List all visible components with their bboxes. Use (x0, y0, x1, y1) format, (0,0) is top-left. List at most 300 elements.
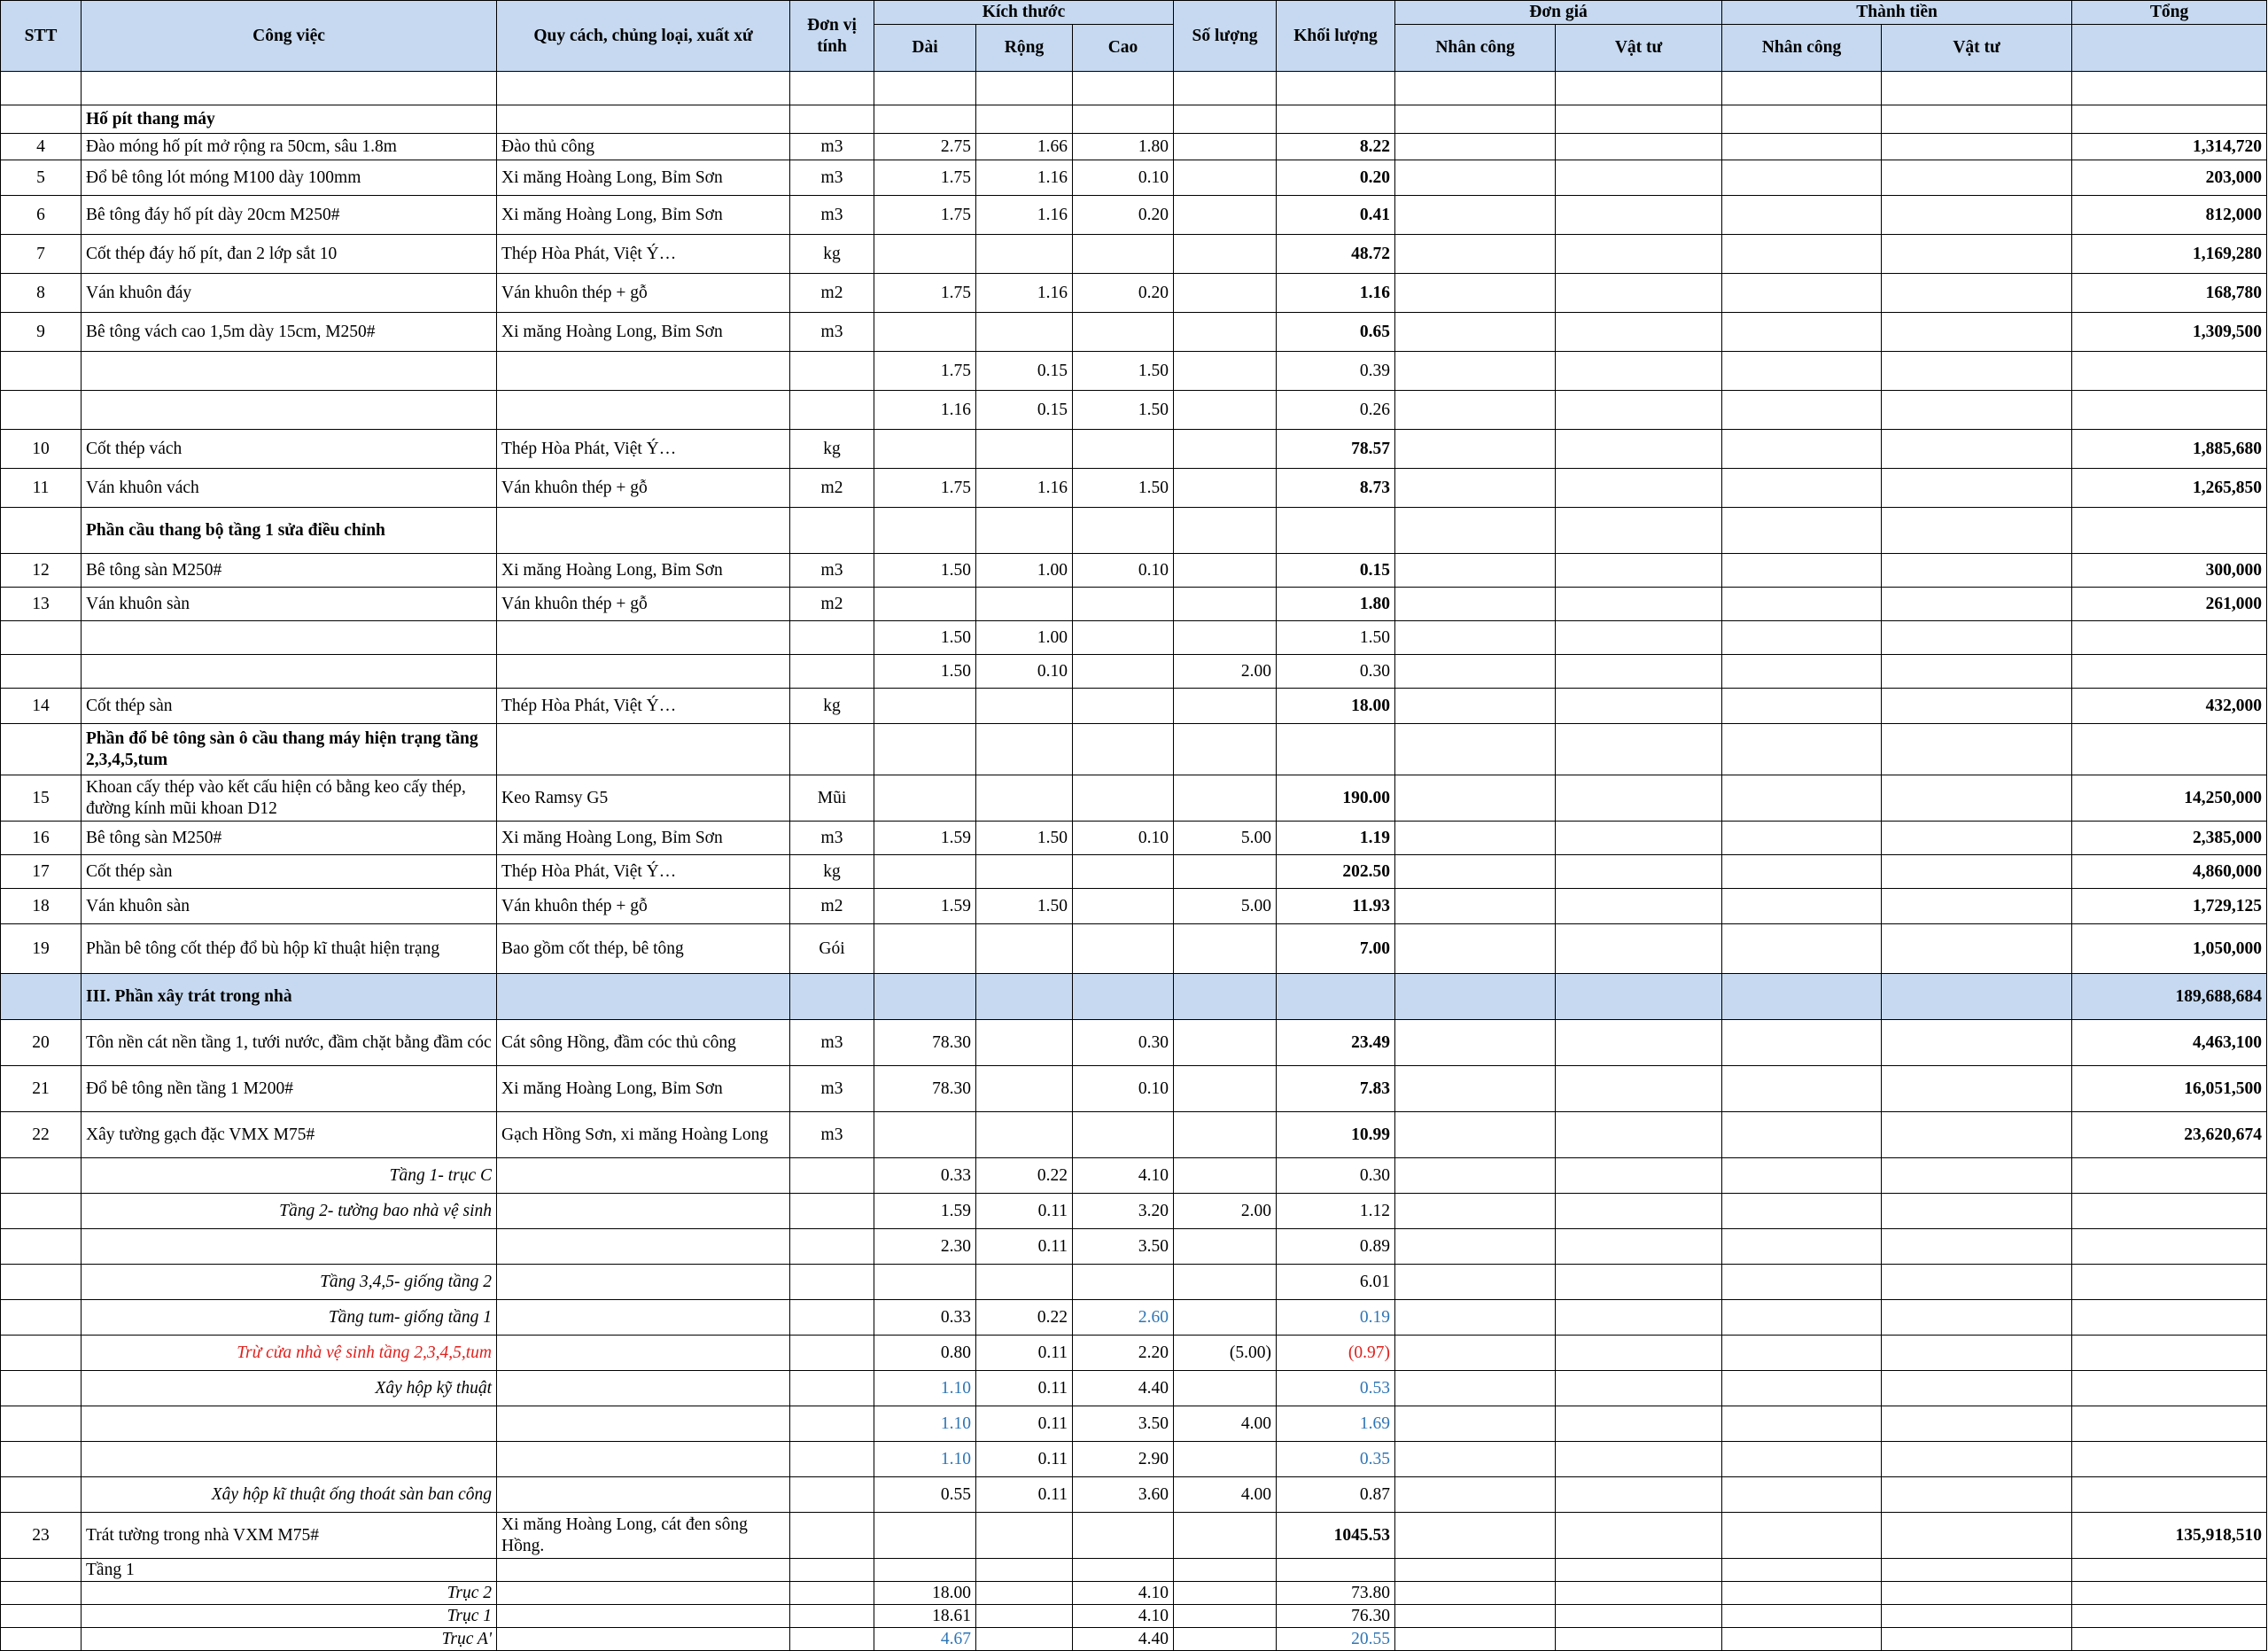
cell-don-gia-vat-tu[interactable] (1556, 469, 1722, 508)
cell-tong[interactable]: 2,385,000 (2072, 822, 2267, 855)
cell-cong-viec[interactable]: Phần bê tông cốt thép đổ bù hộp kĩ thuật hiện trạng (82, 924, 497, 974)
cell-so-luong[interactable] (1174, 134, 1277, 160)
cell-cong-viec[interactable]: Bê tông vách cao 1,5m dày 15cm, M250# (82, 313, 497, 352)
cell-don-gia-nhan-cong[interactable] (1395, 588, 1556, 621)
cell-tong[interactable]: 1,729,125 (2072, 889, 2267, 924)
cell-stt[interactable] (1, 105, 82, 134)
cell-tong[interactable] (2072, 1442, 2267, 1477)
cell-cong-viec[interactable] (82, 391, 497, 430)
cell-cao[interactable]: 0.10 (1073, 1066, 1174, 1112)
cell-cong-viec[interactable]: Tầng tum- giống tầng 1 (82, 1300, 497, 1336)
cell-cong-viec[interactable]: Ván khuôn sàn (82, 588, 497, 621)
cell-don-vi[interactable]: m3 (790, 1066, 874, 1112)
cell-don-gia-vat-tu[interactable] (1556, 655, 1722, 689)
cell-khoi-luong[interactable]: 0.15 (1277, 554, 1395, 588)
cell-thanh-tien-nhan-cong[interactable] (1722, 689, 1882, 724)
cell-don-gia-vat-tu[interactable] (1556, 105, 1722, 134)
cell-dai[interactable]: 1.10 (874, 1406, 976, 1442)
cell-cao[interactable] (1073, 313, 1174, 352)
cell-don-vi[interactable]: m3 (790, 1112, 874, 1158)
cell-don-gia-nhan-cong[interactable] (1395, 313, 1556, 352)
cell-dai[interactable] (874, 313, 976, 352)
cell-don-vi[interactable]: m3 (790, 313, 874, 352)
cell-dai[interactable]: 1.10 (874, 1371, 976, 1406)
cell-don-gia-vat-tu[interactable] (1556, 822, 1722, 855)
cell-cong-viec[interactable]: Xây tường gạch đặc VMX M75# (82, 1112, 497, 1158)
cell-thanh-tien-vat-tu[interactable] (1882, 1300, 2072, 1336)
cell-so-luong[interactable] (1174, 1066, 1277, 1112)
cell-thanh-tien-vat-tu[interactable] (1882, 1265, 2072, 1300)
col-header-dai[interactable]: Dài (874, 25, 976, 72)
cell-thanh-tien-vat-tu[interactable] (1882, 469, 2072, 508)
cell-tong[interactable] (2072, 724, 2267, 775)
col-header-stt[interactable]: STT (1, 1, 82, 72)
cell-cong-viec[interactable]: Bê tông sàn M250# (82, 822, 497, 855)
cell-stt[interactable]: 16 (1, 822, 82, 855)
cell-rong[interactable]: 0.11 (976, 1442, 1073, 1477)
cell-dai[interactable]: 0.80 (874, 1336, 976, 1371)
cell-cao[interactable] (1073, 621, 1174, 655)
cell-thanh-tien-vat-tu[interactable] (1882, 724, 2072, 775)
cell-thanh-tien-nhan-cong[interactable] (1722, 724, 1882, 775)
cell-don-gia-nhan-cong[interactable] (1395, 72, 1556, 105)
cell-tong[interactable]: 432,000 (2072, 689, 2267, 724)
cell-cao[interactable]: 3.60 (1073, 1477, 1174, 1513)
cell-rong[interactable] (976, 1559, 1073, 1582)
cell-thanh-tien-vat-tu[interactable] (1882, 134, 2072, 160)
cell-dai[interactable]: 1.75 (874, 274, 976, 313)
cell-khoi-luong[interactable]: 0.65 (1277, 313, 1395, 352)
cell-don-vi[interactable] (790, 508, 874, 554)
cell-thanh-tien-vat-tu[interactable] (1882, 775, 2072, 822)
cell-tong[interactable]: 1,050,000 (2072, 924, 2267, 974)
cell-khoi-luong[interactable]: 6.01 (1277, 1265, 1395, 1300)
cell-don-vi[interactable] (790, 352, 874, 391)
cell-dai[interactable]: 0.33 (874, 1158, 976, 1194)
cell-khoi-luong[interactable]: 8.73 (1277, 469, 1395, 508)
cell-thanh-tien-nhan-cong[interactable] (1722, 1194, 1882, 1229)
cell-cong-viec[interactable]: Cốt thép sàn (82, 855, 497, 889)
cell-don-gia-nhan-cong[interactable] (1395, 508, 1556, 554)
cell-tong[interactable]: 1,314,720 (2072, 134, 2267, 160)
cell-thanh-tien-vat-tu[interactable] (1882, 1020, 2072, 1066)
cell-quy-cach[interactable]: Thép Hòa Phát, Việt Ý… (497, 855, 790, 889)
cell-rong[interactable]: 0.10 (976, 655, 1073, 689)
cell-thanh-tien-nhan-cong[interactable] (1722, 1442, 1882, 1477)
cell-cao[interactable] (1073, 889, 1174, 924)
cell-don-vi[interactable]: m2 (790, 274, 874, 313)
cell-cao[interactable]: 0.30 (1073, 1020, 1174, 1066)
cell-rong[interactable] (976, 508, 1073, 554)
cell-cong-viec[interactable]: Tầng 1 (82, 1559, 497, 1582)
cell-stt[interactable] (1, 508, 82, 554)
cell-thanh-tien-vat-tu[interactable] (1882, 1194, 2072, 1229)
cell-rong[interactable] (976, 775, 1073, 822)
cell-cong-viec[interactable]: Trừ cửa nhà vệ sinh tầng 2,3,4,5,tum (82, 1336, 497, 1371)
cell-don-gia-nhan-cong[interactable] (1395, 1513, 1556, 1559)
cell-khoi-luong[interactable] (1277, 508, 1395, 554)
cell-don-gia-nhan-cong[interactable] (1395, 822, 1556, 855)
cell-cao[interactable]: 3.50 (1073, 1406, 1174, 1442)
cell-dai[interactable] (874, 1112, 976, 1158)
cell-tong[interactable] (2072, 105, 2267, 134)
cell-tong[interactable] (2072, 655, 2267, 689)
cell-cao[interactable]: 4.10 (1073, 1582, 1174, 1605)
cell-cao[interactable] (1073, 775, 1174, 822)
cell-thanh-tien-vat-tu[interactable] (1882, 974, 2072, 1020)
cell-thanh-tien-vat-tu[interactable] (1882, 1605, 2072, 1628)
cell-stt[interactable] (1, 1336, 82, 1371)
cell-don-vi[interactable]: kg (790, 430, 874, 469)
cell-khoi-luong[interactable]: 18.00 (1277, 689, 1395, 724)
cell-thanh-tien-vat-tu[interactable] (1882, 391, 2072, 430)
cell-quy-cach[interactable] (497, 1194, 790, 1229)
cell-cong-viec[interactable]: Bê tông đáy hố pít dày 20cm M250# (82, 196, 497, 235)
cell-cao[interactable]: 0.10 (1073, 554, 1174, 588)
cell-dai[interactable] (874, 1559, 976, 1582)
cell-stt[interactable] (1, 1605, 82, 1628)
cell-cong-viec[interactable]: Đổ bê tông lót móng M100 dày 100mm (82, 160, 497, 196)
cell-khoi-luong[interactable]: 0.30 (1277, 655, 1395, 689)
cell-thanh-tien-vat-tu[interactable] (1882, 160, 2072, 196)
cell-cong-viec[interactable]: Tầng 3,4,5- giống tầng 2 (82, 1265, 497, 1300)
cell-quy-cach[interactable] (497, 974, 790, 1020)
cell-stt[interactable]: 7 (1, 235, 82, 274)
cell-quy-cach[interactable] (497, 352, 790, 391)
cell-dai[interactable]: 18.00 (874, 1582, 976, 1605)
cell-don-gia-vat-tu[interactable] (1556, 1066, 1722, 1112)
cell-so-luong[interactable] (1174, 1371, 1277, 1406)
cell-cao[interactable] (1073, 588, 1174, 621)
cell-don-gia-nhan-cong[interactable] (1395, 469, 1556, 508)
cell-tong[interactable] (2072, 72, 2267, 105)
cell-don-gia-vat-tu[interactable] (1556, 724, 1722, 775)
cell-so-luong[interactable] (1174, 391, 1277, 430)
cell-quy-cach[interactable]: Ván khuôn thép + gỗ (497, 889, 790, 924)
cell-khoi-luong[interactable]: 0.30 (1277, 1158, 1395, 1194)
cell-so-luong[interactable] (1174, 1300, 1277, 1336)
cell-rong[interactable]: 1.16 (976, 196, 1073, 235)
cell-rong[interactable]: 1.16 (976, 274, 1073, 313)
cell-stt[interactable]: 21 (1, 1066, 82, 1112)
cell-thanh-tien-nhan-cong[interactable] (1722, 430, 1882, 469)
cell-don-gia-nhan-cong[interactable] (1395, 1112, 1556, 1158)
cell-tong[interactable]: 168,780 (2072, 274, 2267, 313)
cell-don-gia-nhan-cong[interactable] (1395, 1265, 1556, 1300)
cell-thanh-tien-vat-tu[interactable] (1882, 105, 2072, 134)
cell-dai[interactable] (874, 855, 976, 889)
cell-don-gia-nhan-cong[interactable] (1395, 274, 1556, 313)
cell-dai[interactable] (874, 588, 976, 621)
cell-rong[interactable] (976, 689, 1073, 724)
cell-quy-cach[interactable] (497, 105, 790, 134)
cell-quy-cach[interactable]: Thép Hòa Phát, Việt Ý… (497, 689, 790, 724)
cell-so-luong[interactable]: 4.00 (1174, 1477, 1277, 1513)
cell-thanh-tien-vat-tu[interactable] (1882, 655, 2072, 689)
cell-cao[interactable]: 4.10 (1073, 1605, 1174, 1628)
cell-don-vi[interactable] (790, 1371, 874, 1406)
cell-cong-viec[interactable]: III. Phần xây trát trong nhà (82, 974, 497, 1020)
cell-tong[interactable]: 135,918,510 (2072, 1513, 2267, 1559)
cell-so-luong[interactable]: 2.00 (1174, 655, 1277, 689)
cell-khoi-luong[interactable]: 78.57 (1277, 430, 1395, 469)
cell-stt[interactable]: 13 (1, 588, 82, 621)
cell-quy-cach[interactable] (497, 1158, 790, 1194)
cell-cao[interactable]: 0.20 (1073, 196, 1174, 235)
cell-don-vi[interactable]: m3 (790, 554, 874, 588)
cell-don-gia-nhan-cong[interactable] (1395, 1406, 1556, 1442)
cell-cao[interactable]: 2.90 (1073, 1442, 1174, 1477)
cell-don-gia-vat-tu[interactable] (1556, 1158, 1722, 1194)
cell-thanh-tien-vat-tu[interactable] (1882, 1559, 2072, 1582)
cell-don-gia-vat-tu[interactable] (1556, 1513, 1722, 1559)
cell-thanh-tien-vat-tu[interactable] (1882, 889, 2072, 924)
cell-cong-viec[interactable]: Cốt thép sàn (82, 689, 497, 724)
col-header-thanh-tien[interactable]: Thành tiền (1722, 1, 2072, 25)
cell-cong-viec[interactable]: Trục 2 (82, 1582, 497, 1605)
cell-cao[interactable]: 1.50 (1073, 391, 1174, 430)
cell-thanh-tien-nhan-cong[interactable] (1722, 469, 1882, 508)
cell-thanh-tien-vat-tu[interactable] (1882, 621, 2072, 655)
cell-don-gia-nhan-cong[interactable] (1395, 655, 1556, 689)
cell-thanh-tien-vat-tu[interactable] (1882, 508, 2072, 554)
cell-don-vi[interactable] (790, 1158, 874, 1194)
cell-dai[interactable] (874, 235, 976, 274)
cell-don-gia-vat-tu[interactable] (1556, 1582, 1722, 1605)
col-header-don-gia-nhan-cong[interactable]: Nhân công (1395, 25, 1556, 72)
cell-rong[interactable]: 0.15 (976, 391, 1073, 430)
cell-don-gia-vat-tu[interactable] (1556, 1300, 1722, 1336)
cell-cao[interactable]: 2.60 (1073, 1300, 1174, 1336)
cell-don-gia-vat-tu[interactable] (1556, 588, 1722, 621)
cell-dai[interactable]: 2.30 (874, 1229, 976, 1265)
cell-rong[interactable]: 0.11 (976, 1477, 1073, 1513)
cell-stt[interactable]: 22 (1, 1112, 82, 1158)
cell-thanh-tien-nhan-cong[interactable] (1722, 1158, 1882, 1194)
cell-so-luong[interactable] (1174, 105, 1277, 134)
cell-don-vi[interactable] (790, 1628, 874, 1651)
cell-so-luong[interactable] (1174, 1513, 1277, 1559)
cell-khoi-luong[interactable]: 76.30 (1277, 1605, 1395, 1628)
cell-quy-cach[interactable] (497, 1442, 790, 1477)
cell-khoi-luong[interactable] (1277, 1559, 1395, 1582)
col-header-khoi-luong[interactable]: Khối lượng (1277, 1, 1395, 72)
cell-don-gia-nhan-cong[interactable] (1395, 889, 1556, 924)
cell-so-luong[interactable]: 5.00 (1174, 822, 1277, 855)
cell-thanh-tien-nhan-cong[interactable] (1722, 775, 1882, 822)
cell-stt[interactable]: 14 (1, 689, 82, 724)
cell-thanh-tien-vat-tu[interactable] (1882, 1229, 2072, 1265)
cell-don-gia-nhan-cong[interactable] (1395, 621, 1556, 655)
cell-thanh-tien-nhan-cong[interactable] (1722, 1406, 1882, 1442)
cell-so-luong[interactable] (1174, 1112, 1277, 1158)
cell-don-gia-vat-tu[interactable] (1556, 235, 1722, 274)
cell-don-vi[interactable]: kg (790, 855, 874, 889)
cell-rong[interactable]: 1.16 (976, 469, 1073, 508)
cell-stt[interactable]: 10 (1, 430, 82, 469)
cell-thanh-tien-nhan-cong[interactable] (1722, 235, 1882, 274)
cell-khoi-luong[interactable]: 20.55 (1277, 1628, 1395, 1651)
cell-khoi-luong[interactable]: 0.20 (1277, 160, 1395, 196)
cell-thanh-tien-nhan-cong[interactable] (1722, 1628, 1882, 1651)
cell-so-luong[interactable] (1174, 924, 1277, 974)
cell-don-vi[interactable]: m3 (790, 134, 874, 160)
cell-don-gia-nhan-cong[interactable] (1395, 196, 1556, 235)
col-header-rong[interactable]: Rộng (976, 25, 1073, 72)
cell-dai[interactable]: 1.75 (874, 160, 976, 196)
cell-khoi-luong[interactable]: 23.49 (1277, 1020, 1395, 1066)
cell-khoi-luong[interactable]: 0.19 (1277, 1300, 1395, 1336)
cell-don-gia-vat-tu[interactable] (1556, 855, 1722, 889)
cell-thanh-tien-vat-tu[interactable] (1882, 1513, 2072, 1559)
cell-tong[interactable] (2072, 1582, 2267, 1605)
cell-don-gia-nhan-cong[interactable] (1395, 430, 1556, 469)
cell-don-vi[interactable]: Mũi (790, 775, 874, 822)
cell-thanh-tien-vat-tu[interactable] (1882, 1628, 2072, 1651)
cell-khoi-luong[interactable]: 190.00 (1277, 775, 1395, 822)
cell-khoi-luong[interactable]: 1.80 (1277, 588, 1395, 621)
cell-cong-viec[interactable]: Hố pít thang máy (82, 105, 497, 134)
cell-stt[interactable] (1, 1559, 82, 1582)
col-header-so-luong[interactable]: Số lượng (1174, 1, 1277, 72)
cell-so-luong[interactable] (1174, 274, 1277, 313)
cell-stt[interactable] (1, 1628, 82, 1651)
cell-tong[interactable] (2072, 1406, 2267, 1442)
cell-quy-cach[interactable] (497, 1477, 790, 1513)
cell-dai[interactable] (874, 974, 976, 1020)
cell-don-vi[interactable]: Gói (790, 924, 874, 974)
col-header-kich-thuoc[interactable]: Kích thước (874, 1, 1174, 25)
cell-thanh-tien-vat-tu[interactable] (1882, 352, 2072, 391)
cell-thanh-tien-nhan-cong[interactable] (1722, 1066, 1882, 1112)
cell-don-gia-vat-tu[interactable] (1556, 889, 1722, 924)
cell-cong-viec[interactable] (82, 655, 497, 689)
cell-cao[interactable] (1073, 655, 1174, 689)
cell-don-vi[interactable] (790, 1229, 874, 1265)
cell-thanh-tien-nhan-cong[interactable] (1722, 924, 1882, 974)
cell-rong[interactable] (976, 72, 1073, 105)
cell-stt[interactable] (1, 391, 82, 430)
cell-thanh-tien-nhan-cong[interactable] (1722, 974, 1882, 1020)
cell-don-gia-nhan-cong[interactable] (1395, 105, 1556, 134)
cell-quy-cach[interactable] (497, 72, 790, 105)
cell-so-luong[interactable] (1174, 974, 1277, 1020)
cell-stt[interactable] (1, 621, 82, 655)
cell-thanh-tien-nhan-cong[interactable] (1722, 554, 1882, 588)
cell-don-gia-vat-tu[interactable] (1556, 775, 1722, 822)
cell-thanh-tien-vat-tu[interactable] (1882, 554, 2072, 588)
cell-rong[interactable]: 1.50 (976, 889, 1073, 924)
cell-don-gia-vat-tu[interactable] (1556, 196, 1722, 235)
col-header-tong[interactable]: Tổng (2072, 1, 2267, 25)
cell-thanh-tien-vat-tu[interactable] (1882, 588, 2072, 621)
cell-rong[interactable] (976, 235, 1073, 274)
cell-don-gia-nhan-cong[interactable] (1395, 1628, 1556, 1651)
cell-stt[interactable] (1, 352, 82, 391)
cell-don-gia-vat-tu[interactable] (1556, 1112, 1722, 1158)
cell-khoi-luong[interactable]: (0.97) (1277, 1336, 1395, 1371)
cell-cao[interactable]: 4.10 (1073, 1158, 1174, 1194)
cell-stt[interactable]: 15 (1, 775, 82, 822)
cell-don-gia-vat-tu[interactable] (1556, 1442, 1722, 1477)
cell-quy-cach[interactable]: Xi măng Hoàng Long, Bỉm Sơn (497, 313, 790, 352)
cell-thanh-tien-nhan-cong[interactable] (1722, 508, 1882, 554)
col-header-don-vi-tinh[interactable]: Đơn vị tính (790, 1, 874, 72)
cell-cong-viec[interactable]: Trục A' (82, 1628, 497, 1651)
cell-so-luong[interactable] (1174, 235, 1277, 274)
cell-quy-cach[interactable]: Xi măng Hoàng Long, Bỉm Sơn (497, 554, 790, 588)
cell-stt[interactable] (1, 1265, 82, 1300)
cell-quy-cach[interactable] (497, 1265, 790, 1300)
cell-quy-cach[interactable]: Bao gồm cốt thép, bê tông (497, 924, 790, 974)
cell-tong[interactable] (2072, 391, 2267, 430)
cell-so-luong[interactable] (1174, 1605, 1277, 1628)
cell-khoi-luong[interactable] (1277, 105, 1395, 134)
cell-khoi-luong[interactable]: 1.19 (1277, 822, 1395, 855)
cell-stt[interactable]: 20 (1, 1020, 82, 1066)
cell-khoi-luong[interactable]: 202.50 (1277, 855, 1395, 889)
cell-dai[interactable]: 1.50 (874, 621, 976, 655)
cell-khoi-luong[interactable]: 1045.53 (1277, 1513, 1395, 1559)
col-header-quy-cach[interactable]: Quy cách, chủng loại, xuất xứ (497, 1, 790, 72)
cell-thanh-tien-vat-tu[interactable] (1882, 1371, 2072, 1406)
cell-tong[interactable]: 203,000 (2072, 160, 2267, 196)
cell-don-vi[interactable] (790, 1336, 874, 1371)
cell-tong[interactable] (2072, 1158, 2267, 1194)
cell-cao[interactable]: 4.40 (1073, 1628, 1174, 1651)
cell-so-luong[interactable] (1174, 1582, 1277, 1605)
cell-cao[interactable]: 0.10 (1073, 822, 1174, 855)
cell-thanh-tien-nhan-cong[interactable] (1722, 621, 1882, 655)
cell-don-gia-vat-tu[interactable] (1556, 1229, 1722, 1265)
cell-don-vi[interactable]: m3 (790, 160, 874, 196)
cell-don-gia-vat-tu[interactable] (1556, 1336, 1722, 1371)
cell-don-gia-nhan-cong[interactable] (1395, 1020, 1556, 1066)
cell-dai[interactable] (874, 924, 976, 974)
cell-dai[interactable]: 1.50 (874, 554, 976, 588)
cell-rong[interactable]: 0.22 (976, 1158, 1073, 1194)
cell-tong[interactable]: 1,309,500 (2072, 313, 2267, 352)
cell-khoi-luong[interactable]: 7.83 (1277, 1066, 1395, 1112)
cell-don-vi[interactable] (790, 655, 874, 689)
cell-tong[interactable] (2072, 1371, 2267, 1406)
cell-stt[interactable]: 19 (1, 924, 82, 974)
cell-rong[interactable] (976, 1020, 1073, 1066)
cell-dai[interactable]: 2.75 (874, 134, 976, 160)
cell-tong[interactable] (2072, 1229, 2267, 1265)
cell-khoi-luong[interactable]: 48.72 (1277, 235, 1395, 274)
cell-cao[interactable] (1073, 1112, 1174, 1158)
cell-cong-viec[interactable]: Tầng 2- tường bao nhà vệ sinh (82, 1194, 497, 1229)
col-header-don-gia-vat-tu[interactable]: Vật tư (1556, 25, 1722, 72)
cell-thanh-tien-vat-tu[interactable] (1882, 430, 2072, 469)
cell-don-gia-nhan-cong[interactable] (1395, 391, 1556, 430)
cell-thanh-tien-vat-tu[interactable] (1882, 235, 2072, 274)
cell-thanh-tien-vat-tu[interactable] (1882, 822, 2072, 855)
cell-thanh-tien-vat-tu[interactable] (1882, 855, 2072, 889)
cell-stt[interactable]: 11 (1, 469, 82, 508)
cell-so-luong[interactable] (1174, 1628, 1277, 1651)
col-header-don-gia[interactable]: Đơn giá (1395, 1, 1722, 25)
cell-rong[interactable]: 0.11 (976, 1371, 1073, 1406)
cell-don-vi[interactable] (790, 1605, 874, 1628)
cell-rong[interactable]: 0.11 (976, 1406, 1073, 1442)
cell-khoi-luong[interactable]: 0.35 (1277, 1442, 1395, 1477)
cell-stt[interactable]: 8 (1, 274, 82, 313)
cell-don-vi[interactable]: m2 (790, 889, 874, 924)
cell-cao[interactable]: 2.20 (1073, 1336, 1174, 1371)
cell-stt[interactable] (1, 1300, 82, 1336)
